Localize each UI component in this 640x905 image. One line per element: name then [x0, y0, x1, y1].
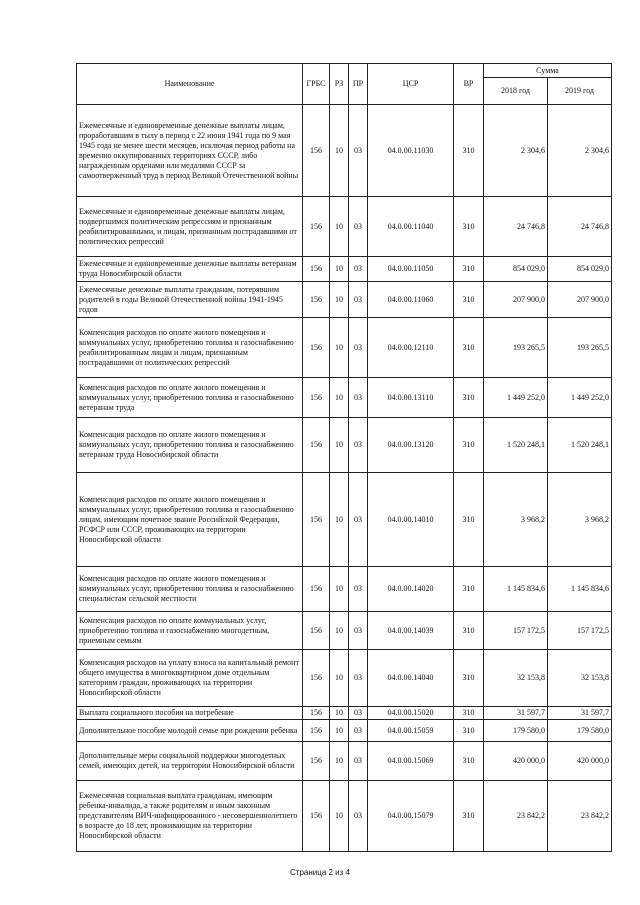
row-rz: 10: [330, 257, 349, 282]
row-grbs: 156: [303, 707, 330, 720]
row-name: Дополнительное пособие молодой семье при рождении ребенка: [77, 720, 303, 742]
table-row: [77, 378, 612, 418]
row-sum-2019: 23 842,2: [548, 781, 612, 852]
row-grbs: 156: [303, 257, 330, 282]
row-rz: 10: [330, 378, 349, 418]
row-csr: 04.0.00.11030: [368, 105, 454, 197]
table-row: [77, 257, 612, 282]
row-sum-2019: 24 746,8: [548, 197, 612, 257]
table-header: [77, 64, 612, 105]
row-vr: 310: [454, 650, 484, 707]
row-name: Дополнительные меры социальной поддержки многодетных семей, имеющих детей, на территории Новосибирской области: [77, 742, 303, 781]
row-sum-2018: 32 153,8: [484, 650, 548, 707]
row-vr: 310: [454, 418, 484, 473]
row-rz: 10: [330, 282, 349, 318]
row-csr: 04.0.00.15059: [368, 720, 454, 742]
table-row: [77, 473, 612, 567]
row-sum-2019: 32 153,8: [548, 650, 612, 707]
row-sum-2019: 420 000,0: [548, 742, 612, 781]
row-csr: 04.0.00.14040: [368, 650, 454, 707]
row-csr: 04.0.00.11050: [368, 257, 454, 282]
row-sum-2019: 1 449 252,0: [548, 378, 612, 418]
row-sum-2018: 3 968,2: [484, 473, 548, 567]
table-body: [77, 105, 612, 852]
row-rz: 10: [330, 707, 349, 720]
row-grbs: 156: [303, 282, 330, 318]
header-year-2018: 2018 год: [484, 78, 548, 105]
row-name: Ежемесячные и единовременные денежные выплаты лицам, подвергшимся политическим репрессиям и признанным реабилитированными, и лицам, признанным пострадавшими от политических репрессий: [77, 197, 303, 257]
header-year-2019: 2019 год: [548, 78, 612, 105]
row-sum-2018: 207 900,0: [484, 282, 548, 318]
header-sum: Сумма: [484, 64, 612, 78]
row-rz: 10: [330, 418, 349, 473]
row-pr: 03: [349, 567, 368, 612]
row-pr: 03: [349, 707, 368, 720]
row-sum-2018: 31 597,7: [484, 707, 548, 720]
row-pr: 03: [349, 473, 368, 567]
row-rz: 10: [330, 742, 349, 781]
row-csr: 04.0.00.15069: [368, 742, 454, 781]
header-csr: ЦСР: [368, 64, 454, 105]
row-rz: 10: [330, 105, 349, 197]
row-vr: 310: [454, 282, 484, 318]
row-csr: 04.0.00.14010: [368, 473, 454, 567]
row-sum-2019: 3 968,2: [548, 473, 612, 567]
row-sum-2018: 23 842,2: [484, 781, 548, 852]
table-row: [77, 612, 612, 650]
row-pr: 03: [349, 650, 368, 707]
row-rz: 10: [330, 720, 349, 742]
row-vr: 310: [454, 781, 484, 852]
row-name: Ежемесячные денежные выплаты гражданам, потерявшим родителей в годы Великой Отечественной войны 1941-1945 годов: [77, 282, 303, 318]
row-rz: 10: [330, 318, 349, 378]
row-name: Ежемесячные и единовременные денежные выплаты лицам, проработавшим в тылу в период с 22 июня 1941 года по 9 мая 1945 года не менее шести месяцев, исключая период работы на временно оккупированных территориях СССР, либо награжденным орденами или медалями СССР за самоотверженный труд в период Великой Отечественной войны: [77, 105, 303, 197]
row-sum-2018: 179 580,0: [484, 720, 548, 742]
row-vr: 310: [454, 612, 484, 650]
row-vr: 310: [454, 318, 484, 378]
row-vr: 310: [454, 707, 484, 720]
row-sum-2018: 193 265,5: [484, 318, 548, 378]
row-sum-2018: 420 000,0: [484, 742, 548, 781]
row-name: Выплата социального пособия на погребение: [77, 707, 303, 720]
row-grbs: 156: [303, 197, 330, 257]
row-sum-2018: 157 172,5: [484, 612, 548, 650]
row-pr: 03: [349, 197, 368, 257]
row-sum-2018: 1 145 834,6: [484, 567, 548, 612]
row-vr: 310: [454, 105, 484, 197]
row-vr: 310: [454, 742, 484, 781]
row-sum-2018: 2 304,6: [484, 105, 548, 197]
row-sum-2019: 1 145 834,6: [548, 567, 612, 612]
row-name: Компенсация расходов по оплате коммунальных услуг, приобретению топлива и газоснабжению многодетным, приемным семьям: [77, 612, 303, 650]
row-name: Компенсация расходов на уплату взноса на капитальный ремонт общего имущества в многоквартирном доме отдельным категориям граждан, проживающих на территории Новосибирской области: [77, 650, 303, 707]
row-grbs: 156: [303, 473, 330, 567]
row-grbs: 156: [303, 318, 330, 378]
row-vr: 310: [454, 567, 484, 612]
row-csr: 04.0.00.15079: [368, 781, 454, 852]
row-csr: 04.0.00.12110: [368, 318, 454, 378]
row-csr: 04.0.00.14039: [368, 612, 454, 650]
row-rz: 10: [330, 650, 349, 707]
row-pr: 03: [349, 105, 368, 197]
row-csr: 04.0.00.11060: [368, 282, 454, 318]
row-grbs: 156: [303, 567, 330, 612]
row-name: Компенсация расходов по оплате жилого помещения и коммунальных услуг, приобретению топлива и газоснабжению реабилитированным лицам и лицам, признанным пострадавшими от политических репрессий: [77, 318, 303, 378]
row-vr: 310: [454, 257, 484, 282]
row-rz: 10: [330, 197, 349, 257]
table-row: [77, 418, 612, 473]
table-row: [77, 567, 612, 612]
table-row: [77, 318, 612, 378]
row-grbs: 156: [303, 378, 330, 418]
budget-table: [76, 63, 612, 852]
row-csr: 04.0.00.11040: [368, 197, 454, 257]
row-grbs: 156: [303, 612, 330, 650]
row-csr: 04.0.00.13110: [368, 378, 454, 418]
row-csr: 04.0.00.14020: [368, 567, 454, 612]
row-pr: 03: [349, 720, 368, 742]
row-vr: 310: [454, 378, 484, 418]
row-sum-2018: 1 449 252,0: [484, 378, 548, 418]
row-pr: 03: [349, 612, 368, 650]
table-row: [77, 282, 612, 318]
row-grbs: 156: [303, 418, 330, 473]
row-pr: 03: [349, 378, 368, 418]
row-pr: 03: [349, 318, 368, 378]
row-sum-2019: 179 580,0: [548, 720, 612, 742]
row-rz: 10: [330, 612, 349, 650]
header-vr: ВР: [454, 64, 484, 105]
row-sum-2018: 1 520 248,1: [484, 418, 548, 473]
row-sum-2019: 157 172,5: [548, 612, 612, 650]
row-rz: 10: [330, 781, 349, 852]
row-sum-2019: 31 597,7: [548, 707, 612, 720]
table-row: [77, 720, 612, 742]
table-row: [77, 781, 612, 852]
row-sum-2018: 854 029,0: [484, 257, 548, 282]
row-csr: 04.0.00.15020: [368, 707, 454, 720]
row-grbs: 156: [303, 650, 330, 707]
row-vr: 310: [454, 720, 484, 742]
table-row: [77, 197, 612, 257]
row-sum-2019: 854 029,0: [548, 257, 612, 282]
row-name: Ежемесячная социальная выплата гражданам, имеющим ребенка-инвалида, а также родителям и иным законным представителям ВИЧ-инфицированного - несовершеннолетнего в возрасте до 18 лет, проживающим на территории Новосибирской области: [77, 781, 303, 852]
header-pr: ПР: [349, 64, 368, 105]
table-row: [77, 650, 612, 707]
page-number: Страница 2 из 4: [290, 868, 350, 877]
table-row: [77, 707, 612, 720]
row-pr: 03: [349, 742, 368, 781]
row-name: Компенсация расходов по оплате жилого помещения и коммунальных услуг, приобретению топлива и газоснабжению лицам, имеющим почетное звание Российской Федерации, РСФСР или СССР, проживающих на территории Новосибирской области: [77, 473, 303, 567]
table-row: [77, 742, 612, 781]
table-row: [77, 105, 612, 197]
row-name: Компенсация расходов по оплате жилого помещения и коммунальных услуг, приобретению топлива и газоснабжению ветеранам труда Новосибирской области: [77, 418, 303, 473]
row-sum-2019: 2 304,6: [548, 105, 612, 197]
row-rz: 10: [330, 473, 349, 567]
row-name: Компенсация расходов по оплате жилого помещения и коммунальных услуг, приобретению топлива и газоснабжению специалистам сельской местности: [77, 567, 303, 612]
row-sum-2019: 193 265,5: [548, 318, 612, 378]
row-name: Ежемесячные и единовременные денежные выплаты ветеранам труда Новосибирской области: [77, 257, 303, 282]
row-pr: 03: [349, 418, 368, 473]
row-pr: 03: [349, 282, 368, 318]
header-name: Наименование: [77, 64, 303, 105]
row-pr: 03: [349, 257, 368, 282]
row-grbs: 156: [303, 105, 330, 197]
row-sum-2019: 207 900,0: [548, 282, 612, 318]
row-grbs: 156: [303, 742, 330, 781]
row-vr: 310: [454, 197, 484, 257]
row-sum-2018: 24 746,8: [484, 197, 548, 257]
header-grbs: ГРБС: [303, 64, 330, 105]
row-name: Компенсация расходов по оплате жилого помещения и коммунальных услуг, приобретению топлива и газоснабжению ветеранам труда: [77, 378, 303, 418]
row-pr: 03: [349, 781, 368, 852]
row-vr: 310: [454, 473, 484, 567]
row-csr: 04.0.00.13120: [368, 418, 454, 473]
row-grbs: 156: [303, 781, 330, 852]
row-grbs: 156: [303, 720, 330, 742]
row-rz: 10: [330, 567, 349, 612]
header-rz: РЗ: [330, 64, 349, 105]
row-sum-2019: 1 520 248,1: [548, 418, 612, 473]
